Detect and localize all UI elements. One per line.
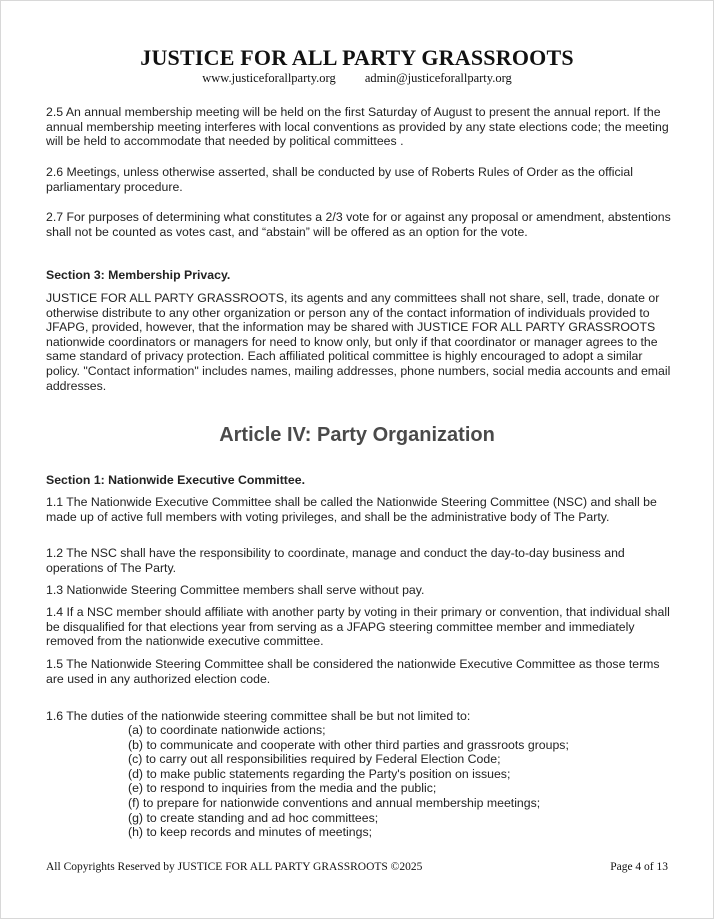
paragraph-1-5: 1.5 The Nationwide Steering Committee shall be considered the nationwide Executive Committee as those terms are used in any authorized election code. [46, 657, 660, 686]
list-item: (g) to create standing and ad hoc committees; [128, 810, 379, 825]
list-item: (a) to coordinate nationwide actions; [128, 723, 326, 737]
document-header-title: JUSTICE FOR ALL PARTY GRASSROOTS [140, 45, 574, 70]
article-iv-title: Article IV: Party Organization [219, 424, 495, 446]
list-item: (e) to respond to inquiries from the media and the public; [128, 781, 437, 796]
paragraph-1-1: 1.1 The Nationwide Executive Committee shall be called the Nationwide Steering Committee (NSC) and shall be made up of active full members with voting privileges, and shall be the administrative body of The Party. [46, 495, 657, 524]
section-1-heading: Section 1: Nationwide Executive Committee. [46, 473, 305, 487]
paragraph-1-3: 1.3 Nationwide Steering Committee members shall serve without pay. [46, 583, 425, 597]
footer-copyright: All Copyrights Reserved by JUSTICE FOR ALL PARTY GRASSROOTS ©2025 [46, 861, 423, 873]
list-item: (f) to prepare for nationwide conventions and annual membership meetings; [128, 795, 541, 810]
paragraph-2-6: 2.6 Meetings, unless otherwise asserted, shall be conducted by use of Roberts Rules of Order as the official parliamentary procedure. [46, 165, 633, 194]
list-item: (h) to keep records and minutes of meetings; [128, 825, 373, 840]
paragraph-2-5: 2.5 An annual membership meeting will be held on the first Saturday of August to present the annual report. If the annual membership meeting interferes with local conventions as provided by any state elections code; the meeting will be held to accommodate that needed by political committees . [46, 105, 669, 149]
list-item: (d) to make public statements regarding the Party's position on issues; [128, 766, 511, 781]
header-contact-line [1, 71, 713, 86]
list-item: (c) to carry out all responsibilities required by Federal Election Code; [128, 752, 501, 767]
duties-list [128, 723, 668, 840]
email-link[interactable]: admin@justiceforallparty.org [364, 71, 512, 85]
footer-page-number: Page 4 of 13 [610, 861, 668, 873]
paragraph-2-7: 2.7 For purposes of determining what constitutes a 2/3 vote for or against any proposal or amendment, abstentions shall not be counted as votes cast, and “abstain” will be offered as an option for the vote. [46, 210, 671, 239]
paragraph-1-4: 1.4 If a NSC member should affiliate with another party by voting in their primary or convention, that individual shall be disqualified for that elections year from serving as a JFAPG steering committee member and immediately removed from the nationwide executive committee. [46, 605, 670, 649]
section-3-heading: Section 3: Membership Privacy. [46, 268, 231, 282]
section-3-body: JUSTICE FOR ALL PARTY GRASSROOTS, its agents and any committees shall not share, sell, trade, donate or otherwise distribute to any other organization or person any of the contact information of individuals provided to JFAPG, provided, however, that the information may be shared with JUSTICE FOR ALL PARTY GRASSROOTS nationwide coordinators or managers for need to know only, but only if that coordinator or manager agrees to the same standard of privacy protection. Each affiliated political committee is highly encouraged to adopt a similar policy. "Contact information" includes names, mailing addresses, phone numbers, social media accounts and email addresses. [46, 291, 671, 393]
paragraph-1-2: 1.2 The NSC shall have the responsibility to coordinate, manage and conduct the day-to-day business and operations of The Party. [46, 546, 625, 575]
paragraph-1-6: 1.6 The duties of the nationwide steering committee shall be but not limited to: [46, 709, 471, 723]
website-link[interactable]: www.justiceforallparty.org [202, 71, 336, 85]
list-item: (b) to communicate and cooperate with other third parties and grassroots groups; [128, 737, 569, 752]
